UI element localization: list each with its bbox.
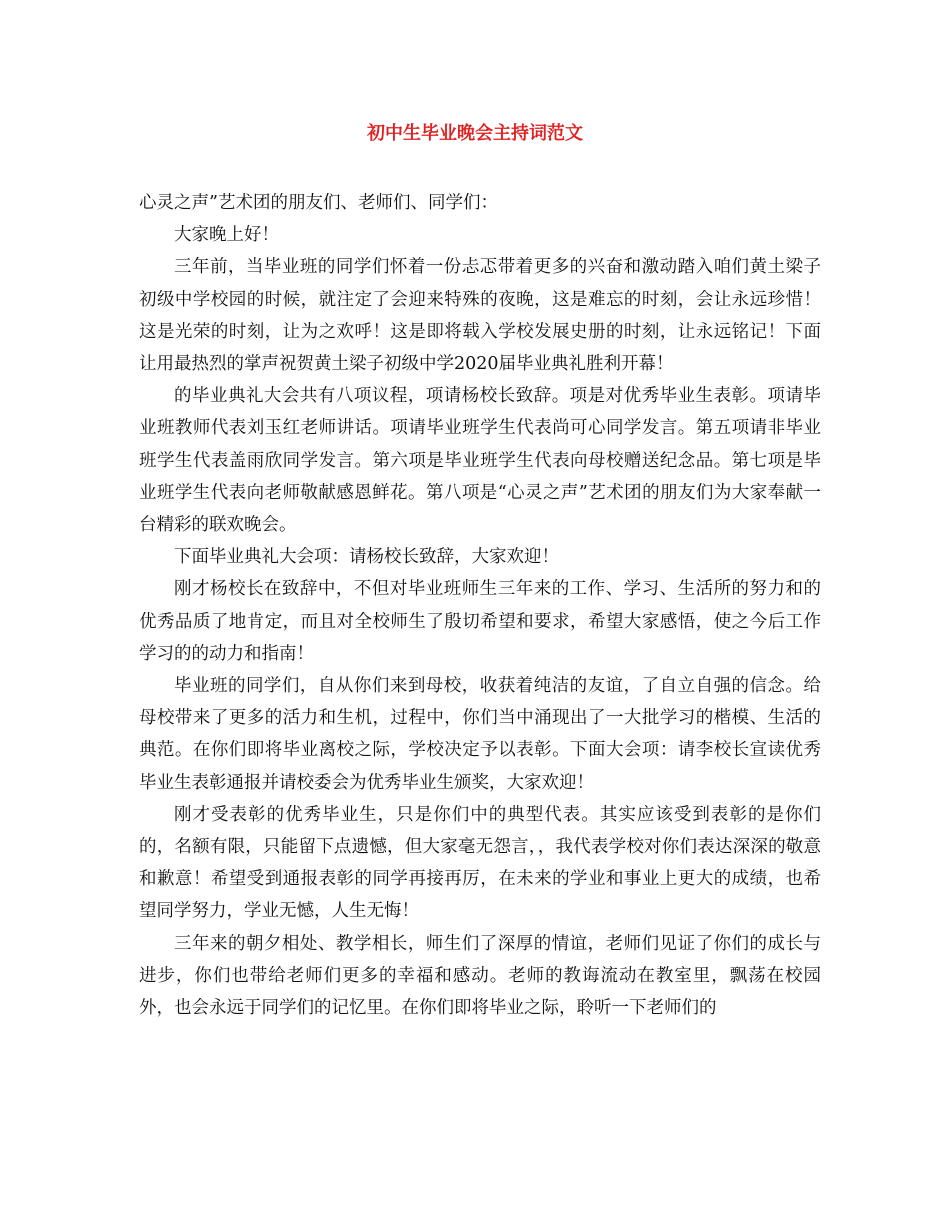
paragraph-award-summary: 刚才受表彰的优秀毕业生，只是你们中的典型代表。其实应该受到表彰的是你们的，名额有限，只能留下点遗憾，但大家毫无怨言，，我代表学校对你们表达深深的敬意和歉意！希望受到通报表彰的同学再接再厉，在未来的学业和事业上更大的成绩，也希望同学努力，学业无憾，人生无悔！: [139, 804, 821, 922]
paragraph-greeting: 大家晚上好！: [174, 225, 279, 246]
document-body: [139, 187, 821, 1024]
paragraph-salutation: 心灵之声”艺术团的朋友们、老师们、同学们：: [139, 193, 498, 213]
paragraph-opening: 三年前，当毕业班的同学们怀着一份忐忑带着更多的兴奋和激动踏入咱们黄土梁子初级中学校园的时候，就注定了会迎来特殊的夜晚，这是难忘的时刻，会让永远珍惜！这是光荣的时刻，让为之欢呼！这是即将载入学校发展史册的时刻，让永远铭记！下面让用最热烈的掌声祝贺黄土梁子初级中学2020届毕业典礼胜利开幕！: [139, 257, 821, 375]
paragraph-teachers: 三年来的朝夕相处、教学相长，师生们了深厚的情谊，老师们见证了你们的成长与进步，你们也带给老师们更多的幸福和感动。老师的教诲流动在教室里，飘荡在校园外，也会永远于同学们的记忆里。在你们即将毕业之际，聆听一下老师们的: [139, 933, 821, 1019]
paragraph-graduates-award: 毕业班的同学们，自从你们来到母校，收获着纯洁的友谊，了自立自强的信念。给母校带来了更多的活力和生机，过程中，你们当中涌现出了一大批学习的楷模、生活的典范。在你们即将毕业离校之际，学校决定予以表彰。下面大会项：请李校长宣读优秀毕业生表彰通报并请校委会为优秀毕业生颁奖，大家欢迎！: [139, 676, 821, 793]
paragraph-agenda: 的毕业典礼大会共有八项议程，项请杨校长致辞。项是对优秀毕业生表彰。项请毕业班教师代表刘玉红老师讲话。项请毕业班学生代表尚可心同学发言。第五项请非毕业班学生代表盖雨欣同学发言。第六项是毕业班学生代表向母校赠送纪念品。第七项是毕业班学生代表向老师敬献感恩鲜花。第八项是“心灵之声”艺术团的朋友们为大家奉献一台精彩的联欢晚会。: [139, 386, 821, 536]
document-title: 初中生毕业晚会主持词范文: [367, 123, 583, 144]
paragraph-principal-summary: 刚才杨校长在致辞中，不但对毕业班师生三年来的工作、学习、生活所的努力和的优秀品质了地肯定，而且对全校师生了殷切希望和要求，希望大家感悟，使之今后工作学习的的动力和指南！: [139, 579, 821, 664]
paragraph-principal-speech: 下面毕业典礼大会项：请杨校长致辞，大家欢迎！: [174, 547, 559, 568]
